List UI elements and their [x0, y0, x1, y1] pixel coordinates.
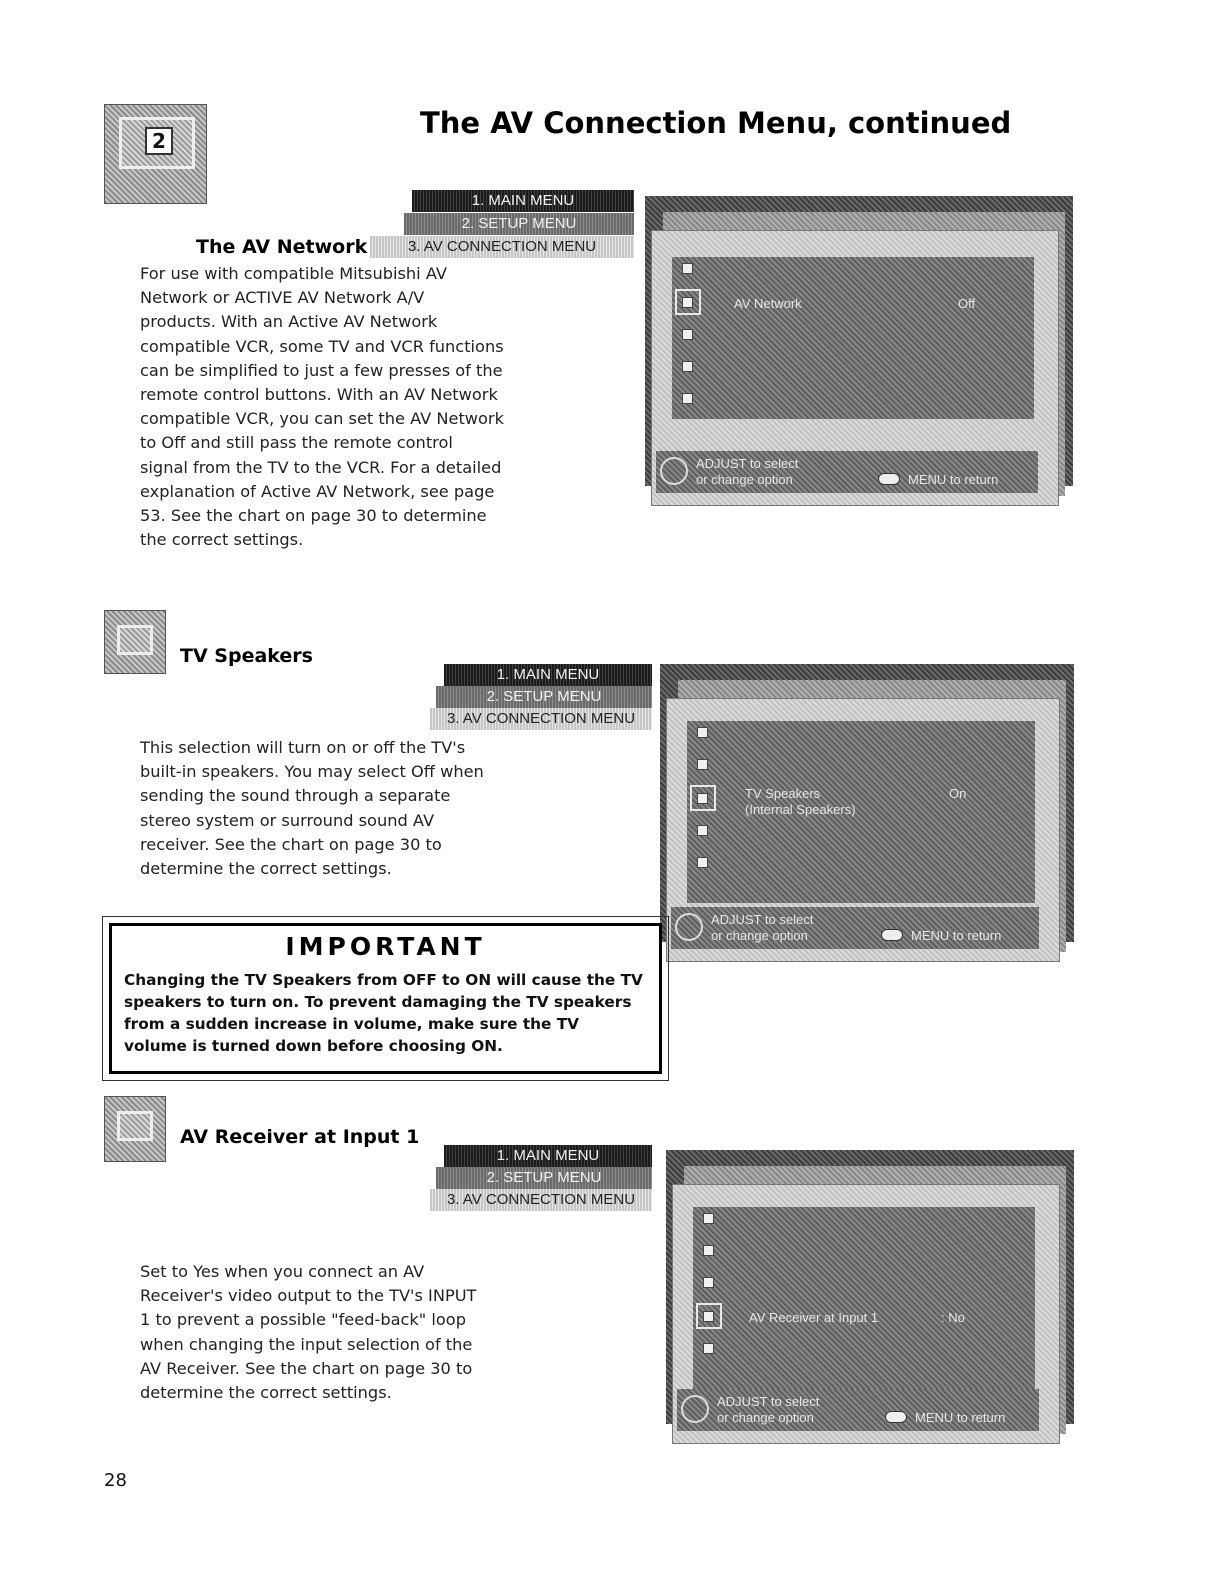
- menu-tv-icon: [703, 1213, 714, 1224]
- menu-item-value: On: [949, 786, 967, 801]
- menu-item-icon: [703, 1311, 714, 1322]
- section-body-tv-speakers: This selection will turn on or off the TV's built-in speakers. You may select Off when sending the sound through a separate stereo system or surround sound AV receiver. See the chart on page 30 to determine the correct settings.: [140, 738, 484, 879]
- tv-screen-av-receiver: [666, 1150, 1074, 1444]
- help-adjust-line1: ADJUST to select: [696, 456, 799, 471]
- menu-item-label: TV Speakers: [745, 786, 821, 801]
- important-body: Changing the TV Speakers from OFF to ON will cause the TV speakers to turn on. To prevent damaging the TV speakers from a sudden increase in volume, make sure the TV volume is turned down before choosing ON.: [124, 971, 643, 1055]
- tv-screen-av-network: [645, 196, 1073, 506]
- help-menu-return: MENU to return: [908, 472, 999, 487]
- adjust-knob-icon: [681, 1395, 709, 1423]
- menu-item-icon: [703, 1277, 714, 1288]
- menu-button-icon: [885, 1411, 907, 1423]
- adjust-knob-icon: [675, 913, 703, 941]
- breadcrumb-setup-menu: 2. SETUP MENU: [436, 1167, 652, 1189]
- important-title: IMPORTANT: [285, 932, 486, 961]
- menu-item-label: AV Receiver at Input 1: [749, 1310, 879, 1325]
- menu-item-sublabel: (Internal Speakers): [745, 802, 856, 817]
- menu-button-icon: [881, 929, 903, 941]
- menu-item-icon: [682, 297, 693, 308]
- page-number: 28: [104, 1470, 127, 1491]
- menu-item-label: AV Network: [734, 296, 802, 311]
- help-adjust-line2: or change option: [711, 928, 808, 943]
- help-adjust-line2: or change option: [696, 472, 793, 487]
- help-adjust-line2: or change option: [717, 1410, 814, 1425]
- menu-item-icon: [697, 793, 708, 804]
- menu-tv-icon: [682, 263, 693, 274]
- help-menu-return: MENU to return: [911, 928, 1002, 943]
- menu-item-value: : No: [941, 1310, 965, 1325]
- breadcrumb-av-connection-menu: 3. AV CONNECTION MENU: [430, 708, 652, 730]
- section-tv-icon: [104, 1096, 166, 1162]
- menu-item-icon: [703, 1245, 714, 1256]
- chapter-tv-hands-icon: [104, 104, 207, 204]
- help-menu-return: MENU to return: [915, 1410, 1006, 1425]
- important-notice: [102, 916, 669, 1081]
- section-body-av-network: For use with compatible Mitsubishi AV Network or ACTIVE AV Network A/V products. With an Active AV Network compatible VCR, some TV and VCR functions can be simplified to just a few presses of the remote control buttons. With an AV Network compatible VCR, you can set the AV Network to Off and still pass the remote control signal from the TV to the VCR. For a detailed explanation of Active AV Network, see page 53. See the chart on page 30 to determine the correct settings.: [140, 264, 504, 550]
- section-heading-tv-speakers: TV Speakers: [180, 645, 313, 667]
- help-adjust-line1: ADJUST to select: [717, 1394, 820, 1409]
- breadcrumb-setup-menu: 2. SETUP MENU: [436, 686, 652, 708]
- breadcrumb-av-connection-menu: 3. AV CONNECTION MENU: [370, 236, 634, 258]
- menu-item-icon: [697, 825, 708, 836]
- chapter-number: 2: [145, 127, 173, 155]
- section-heading-av-network: The AV Network: [196, 236, 368, 258]
- page-title: The AV Connection Menu, continued: [420, 106, 1012, 140]
- section-body-av-receiver: Set to Yes when you connect an AV Receiver's video output to the TV's INPUT 1 to prevent a possible "feed-back" loop when changing the input selection of the AV Receiver. See the chart on page 30 to determine the correct settings.: [140, 1262, 477, 1403]
- help-adjust-line1: ADJUST to select: [711, 912, 814, 927]
- breadcrumb-main-menu: 1. MAIN MENU: [412, 190, 634, 212]
- breadcrumb-main-menu: 1. MAIN MENU: [444, 664, 652, 686]
- tv-screen-tv-speakers: [660, 664, 1074, 962]
- menu-item-icon: [682, 393, 693, 404]
- menu-item-icon: [682, 329, 693, 340]
- menu-tv-icon: [697, 727, 708, 738]
- breadcrumb-setup-menu: 2. SETUP MENU: [404, 213, 634, 235]
- menu-item-icon: [697, 759, 708, 770]
- breadcrumb-main-menu: 1. MAIN MENU: [444, 1145, 652, 1167]
- menu-item-icon: [682, 361, 693, 372]
- breadcrumb-av-connection-menu: 3. AV CONNECTION MENU: [430, 1189, 652, 1211]
- menu-item-icon: [703, 1343, 714, 1354]
- section-tv-icon: [104, 610, 166, 674]
- menu-button-icon: [878, 473, 900, 485]
- section-heading-av-receiver: AV Receiver at Input 1: [180, 1126, 420, 1148]
- menu-item-value: Off: [958, 296, 976, 311]
- menu-item-icon: [697, 857, 708, 868]
- adjust-knob-icon: [660, 457, 688, 485]
